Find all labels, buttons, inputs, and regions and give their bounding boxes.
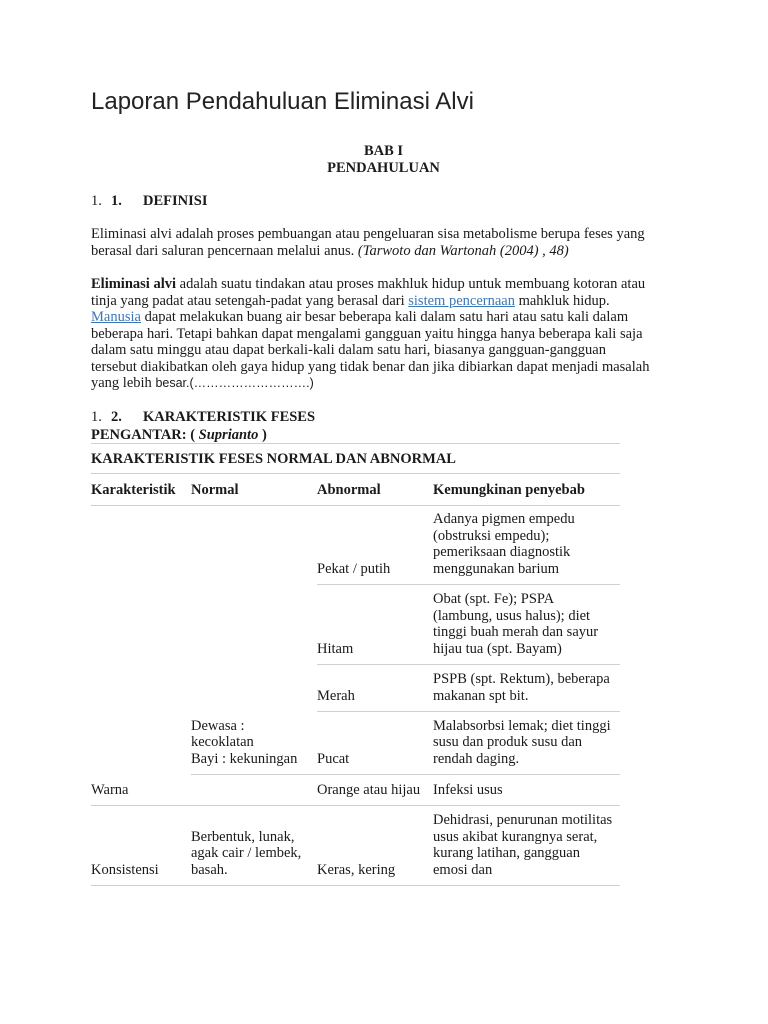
table-row [91,806,620,886]
term-bold: Eliminasi alvi [91,276,177,292]
cell-cause: Obat (spt. Fe); PSPA (lambung, usus halus); diet tinggi buah merah dan sayur hijau tua (spt. Bayam) [433,585,620,665]
cell-normal-konsistensi: Berbentuk, lunak, agak cair / lembek, basah. [191,806,317,886]
cell-cause: PSPB (spt. Rektum), beberapa makanan spt bit. [433,665,620,712]
normal-warna-line: Bayi : kekuningan [191,750,298,767]
cell-cause: Adanya pigmen empedu (obstruksi empedu); pemeriksaan diagnostik menggunakan barium [433,506,620,585]
cell-karakteristik-warna: Warna [91,506,191,806]
section-heading-karakteristik [91,409,315,426]
explanation-paragraph [91,276,651,392]
header-karakteristik: Karakteristik [91,474,191,506]
section-number: 1. [111,193,122,209]
cell-normal-empty [191,775,317,806]
section-number: 2. [111,409,122,425]
cell-abnormal: Pucat [317,712,433,775]
cell-abnormal: Merah [317,665,433,712]
list-number: 1. [91,193,102,209]
cell-cause: Malabsorbsi lemak; diet tinggi susu dan produk susu dan rendah daging. [433,712,620,775]
header-cause: Kemungkinan penyebab [433,474,620,506]
section-label: KARAKTERISTIK FESES [143,409,316,425]
cell-normal-warna [191,506,317,775]
section-heading-definisi [91,193,207,210]
normal-warna-line: Dewasa : [191,717,245,734]
explanation-ending: besar.(……………………….) [155,376,314,390]
cell-karakteristik-konsistensi: Konsistensi [91,806,191,886]
explanation-text-b: mahkluk hidup. [514,292,610,309]
table-row [91,506,620,585]
list-number: 1. [91,409,102,425]
explanation-text-c: dapat melakukan buang air besar beberapa kali dalam satu hari atau satu kali dalam beberapa hari. Tetapi bahkan dapat mengalami gangguan yaitu hingga hanya beberapa kali saja dalam satu minggu atau dapat berkali-kali dalam satu hari, biasanya gangguan-gangguan tersebut diakibatkan oleh gaya hidup yang tidak benar dan jika dibiarkan dapat menjadi masalah yang lebih [91,309,650,391]
cell-abnormal: Pekat / putih [317,506,433,585]
cell-abnormal: Hitam [317,585,433,665]
link-sistem-pencernaan[interactable]: sistem pencernaan [408,292,515,309]
header-abnormal: Abnormal [317,474,433,506]
normal-warna-line: kecoklatan [191,734,254,750]
chapter-number: BAB I [363,143,404,159]
explanation-text-a: adalah suatu tindakan atau proses makhluk hidup untuk membuang kotoran atau tinja yang padat atau setengah-padat yang berasal dari [91,276,646,309]
cell-abnormal: Orange atau hijau [317,775,433,806]
pengantar-line [91,427,267,444]
section-label: DEFINISI [143,193,208,209]
cell-abnormal: Keras, kering [317,806,433,886]
definition-paragraph [91,226,651,259]
document-title: Laporan Pendahuluan Eliminasi Alvi [91,88,474,115]
link-manusia[interactable]: Manusia [91,309,141,325]
header-normal: Normal [191,474,317,506]
chapter-title: PENDAHULUAN [327,160,440,176]
cell-cause: Infeksi usus [433,775,620,806]
pengantar-label: PENGANTAR: ( [91,427,199,443]
cell-cause: Dehidrasi, penurunan motilitas usus akibat kurangnya serat, kurang latihan, gangguan emosi dan [433,806,620,886]
pengantar-name: Suprianto [198,427,259,443]
definition-text: Eliminasi alvi adalah proses pembuangan atau pengeluaran sisa metabolisme berupa feses yang berasal dari saluran pencernaan melalui anus. [91,226,645,259]
definition-citation: (Tarwoto dan Wartonah (2004) , 48) [357,242,569,259]
table-caption: KARAKTERISTIK FESES NORMAL DAN ABNORMAL [91,444,620,474]
feses-characteristics-table [91,443,620,886]
pengantar-close: ) [258,427,267,443]
